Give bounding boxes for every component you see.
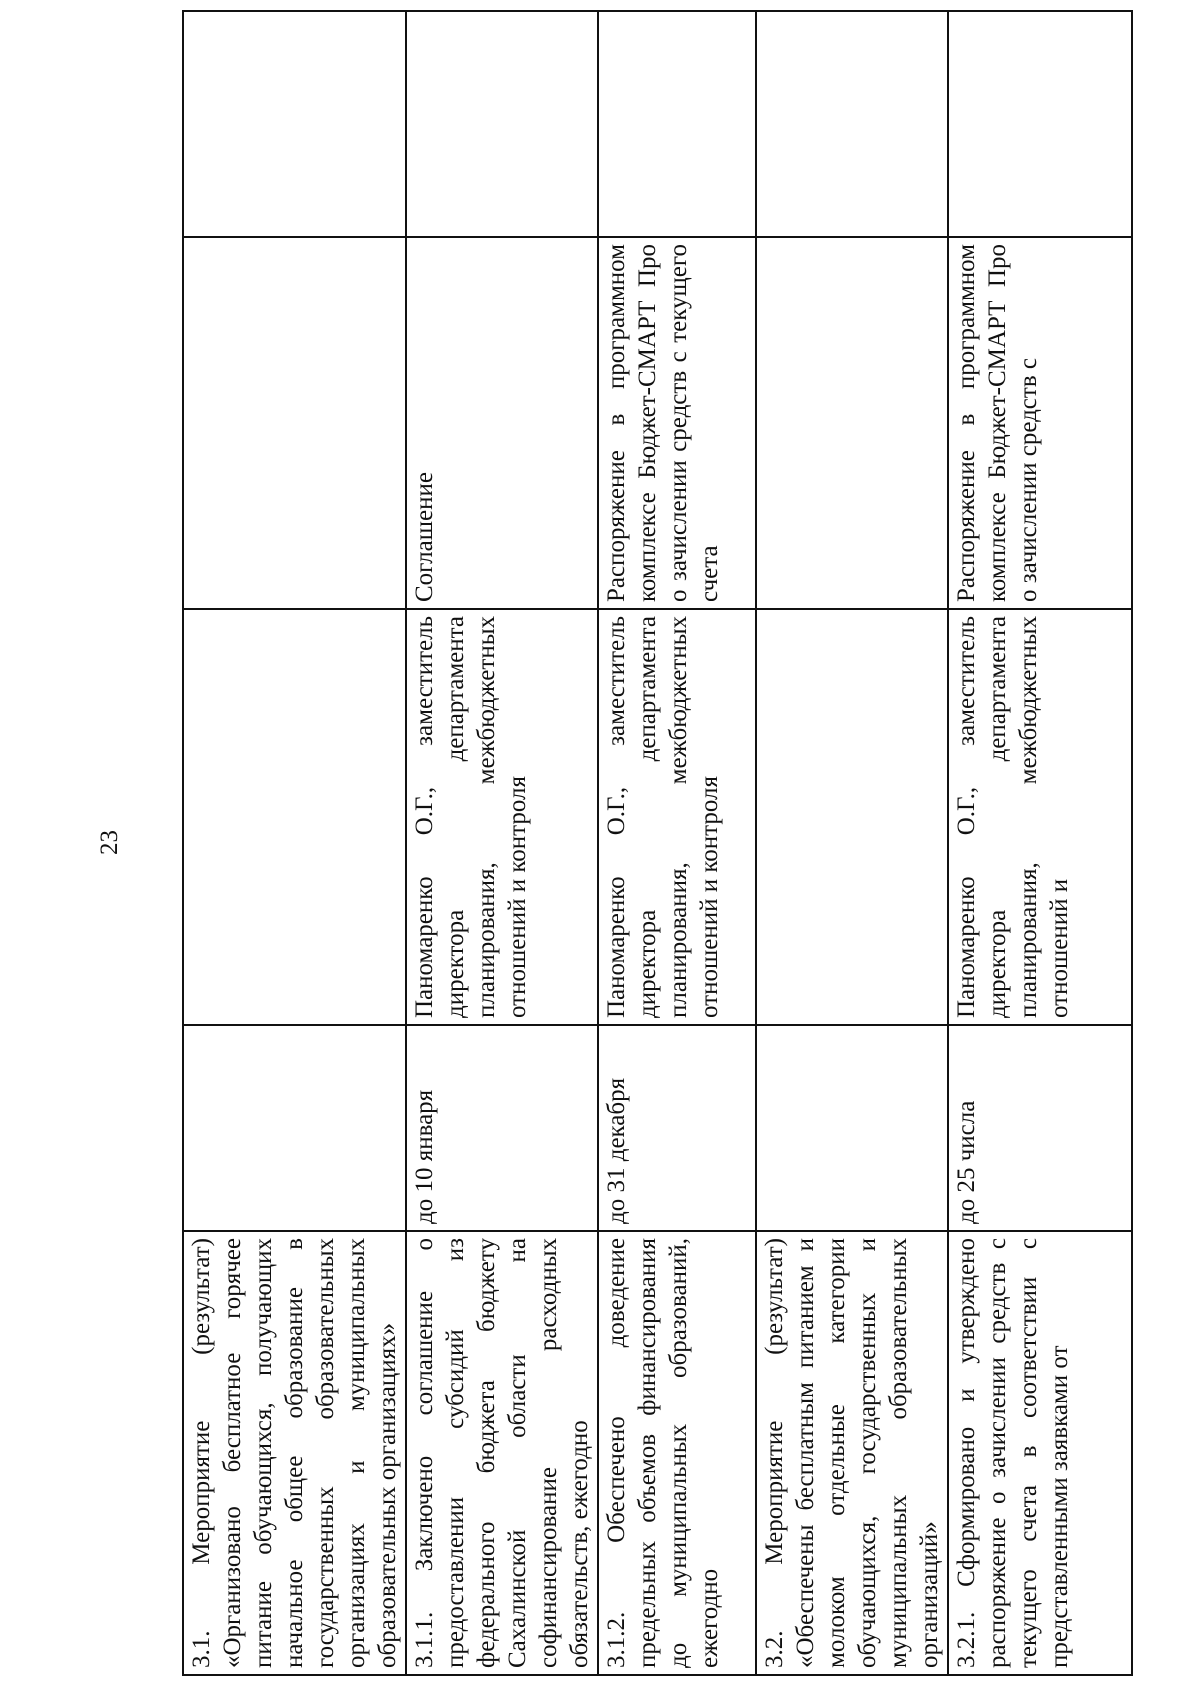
extra-cell — [183, 11, 406, 237]
responsible-cell: Паномаренко О.Г., заместитель директора департамента планирования, межбюджетных отношений и контроля — [598, 609, 756, 1025]
extra-cell — [406, 11, 598, 237]
deadline-cell — [756, 1025, 948, 1231]
document-cell — [183, 237, 406, 609]
table-row — [598, 11, 756, 1675]
deadline-cell: до 25 числа — [948, 1025, 1132, 1231]
responsible-cell: Паномаренко О.Г., заместитель директора департамента планирования, межбюджетных отношений и контроля — [406, 609, 598, 1025]
responsible-cell — [756, 609, 948, 1025]
rotated-table-sheet — [182, 82, 1102, 1676]
responsible-cell — [183, 609, 406, 1025]
responsible-cell: Паномаренко О.Г., заместитель директора департамента планирования, межбюджетных отношений и — [948, 609, 1132, 1025]
extra-cell — [756, 11, 948, 237]
event-cell: 3.2.1. Сформировано и утверждено распоряжение о зачислении средств с текущего счета в соответствии с представленными заявками от — [948, 1231, 1132, 1675]
document-cell — [756, 237, 948, 609]
extra-cell — [598, 11, 756, 237]
table-row — [406, 11, 598, 1675]
table-row — [756, 11, 948, 1675]
document-cell: Соглашение — [406, 237, 598, 609]
event-cell: 3.1.2. Обеспечено доведение предельных объемов финансирования до муниципальных образований, ежегодно — [598, 1231, 756, 1675]
events-table — [182, 10, 1133, 1676]
event-cell: 3.1.1. Заключено соглашение о предоставлении субсидий из федерального бюджета бюджету Сахалинской области на софинансирование расходных обязательств, ежегодно — [406, 1231, 598, 1675]
table-row — [948, 11, 1132, 1675]
page-number: 23 — [96, 830, 123, 855]
table-row — [183, 11, 406, 1675]
deadline-cell: до 31 декабря — [598, 1025, 756, 1231]
deadline-cell — [183, 1025, 406, 1231]
document-cell: Распоряжение в программном комплексе Бюджет-СМАРТ Про о зачислении средств с текущего счета — [598, 237, 756, 609]
document-cell: Распоряжение в программном комплексе Бюджет-СМАРТ Про о зачислении средств с — [948, 237, 1132, 609]
event-cell: 3.1. Мероприятие (результат) «Организовано бесплатное горячее питание обучающихся, получающих начальное общее образование в государственных образовательных организациях и муниципальных образовательных организациях» — [183, 1231, 406, 1675]
deadline-cell: до 10 января — [406, 1025, 598, 1231]
extra-cell — [948, 11, 1132, 237]
event-cell: 3.2. Мероприятие (результат) «Обеспечены бесплатным питанием и молоком отдельные категории обучающихся, государственных и муниципальных образовательных организаций» — [756, 1231, 948, 1675]
